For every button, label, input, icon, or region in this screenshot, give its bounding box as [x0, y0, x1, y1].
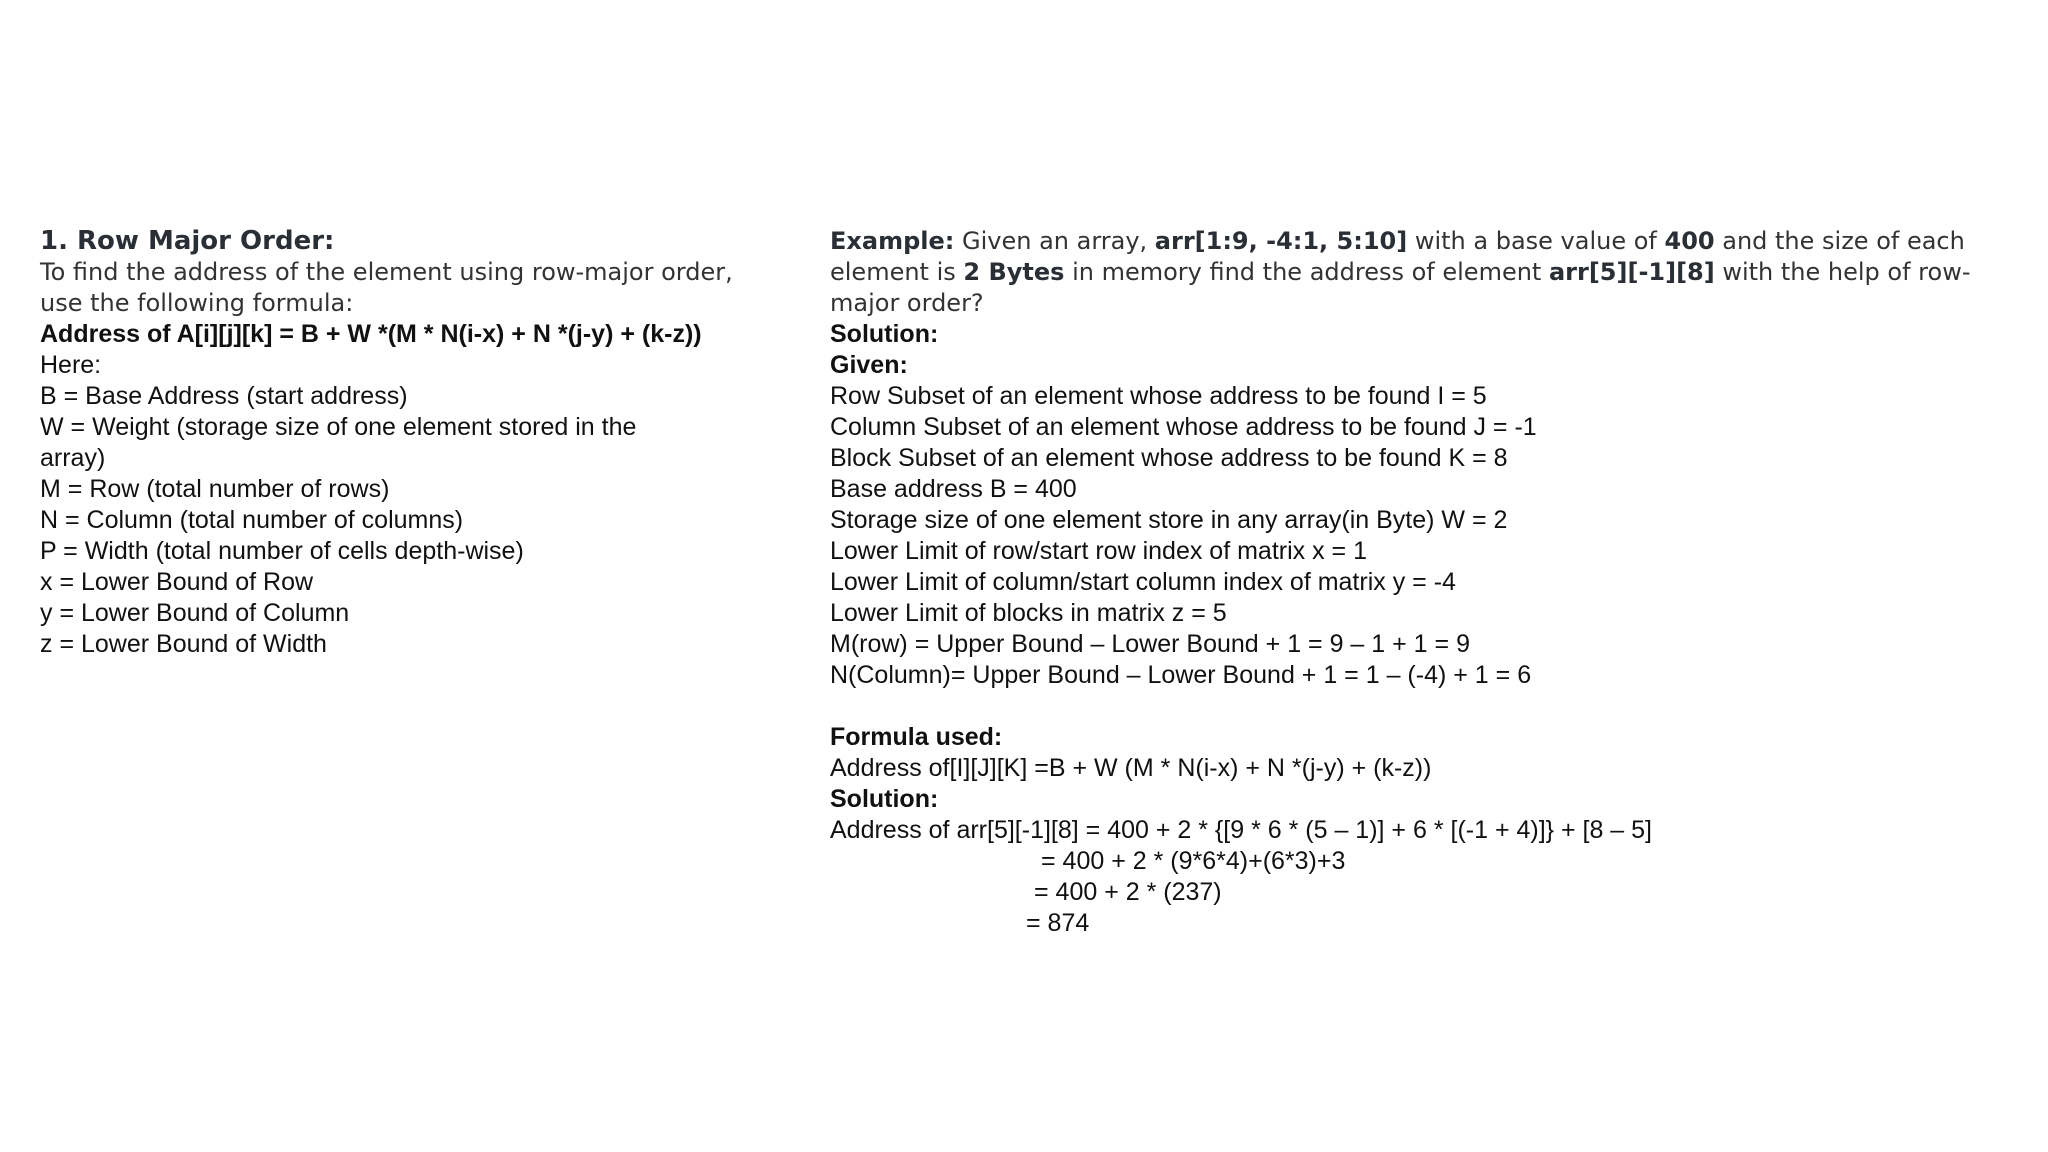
given-line: Row Subset of an element whose address to be found I = 5	[830, 382, 1487, 410]
section-heading: 1. Row Major Order:	[40, 226, 335, 256]
given-line: Storage size of one element store in any array(in Byte) W = 2	[830, 506, 1508, 534]
example-line-2: element is 2 Bytes in memory find the address of element arr[5][-1][8] with the help of row-	[830, 258, 1971, 286]
definition-line: N = Column (total number of columns)	[40, 506, 464, 534]
definition-line: P = Width (total number of cells depth-wise)	[40, 537, 524, 565]
example-solution	[830, 226, 2010, 939]
given-line: Lower Limit of blocks in matrix z = 5	[830, 599, 1227, 627]
definition-line: W = Weight (storage size of one element stored in the	[40, 413, 637, 441]
spacer	[830, 691, 2010, 722]
definition-line: M = Row (total number of rows)	[40, 475, 390, 503]
solution-label-2: Solution:	[830, 785, 939, 813]
given-line: Lower Limit of column/start column index of matrix y = -4	[830, 568, 1456, 596]
solution-step: Address of arr[5][-1][8] = 400 + 2 * {[9 * 6 * (5 – 1)] + 6 * [(-1 + 4)]} + [8 – 5]	[830, 816, 1652, 844]
intro-line-2: use the following formula:	[40, 289, 354, 317]
intro-line-1: To find the address of the element using row-major order,	[40, 258, 733, 286]
solution-label: Solution:	[830, 320, 939, 348]
given-line: N(Column)= Upper Bound – Lower Bound + 1 = 1 – (-4) + 1 = 6	[830, 661, 1532, 689]
given-line: Lower Limit of row/start row index of matrix x = 1	[830, 537, 1367, 565]
solution-result: = 874	[1026, 909, 1090, 937]
solution-step: = 400 + 2 * (237)	[1034, 878, 1222, 906]
given-label: Given:	[830, 351, 908, 379]
example-line-3: major order?	[830, 289, 984, 317]
definition-line: z = Lower Bound of Width	[40, 630, 327, 658]
formula-label: Formula used:	[830, 723, 1003, 751]
definition-line: x = Lower Bound of Row	[40, 568, 314, 596]
definition-line: y = Lower Bound of Column	[40, 599, 350, 627]
row-major-definition	[40, 226, 740, 660]
formula-line: Address of[I][J][K] =B + W (M * N(i-x) + N *(j-y) + (k-z))	[830, 754, 1432, 782]
example-line-1: Example: Given an array, arr[1:9, -4:1, 5:10] with a base value of 400 and the size of each	[830, 227, 1965, 255]
given-line: Column Subset of an element whose address to be found J = -1	[830, 413, 1537, 441]
solution-step: = 400 + 2 * (9*6*4)+(6*3)+3	[1041, 847, 1346, 875]
given-line: Base address B = 400	[830, 475, 1077, 503]
definition-line: B = Base Address (start address)	[40, 382, 408, 410]
address-formula: Address of A[i][j][k] = B + W *(M * N(i-x) + N *(j-y) + (k-z))	[40, 320, 702, 348]
definition-line: array)	[40, 444, 106, 472]
here-label: Here:	[40, 351, 102, 379]
given-line: M(row) = Upper Bound – Lower Bound + 1 = 9 – 1 + 1 = 9	[830, 630, 1470, 658]
given-line: Block Subset of an element whose address to be found K = 8	[830, 444, 1508, 472]
